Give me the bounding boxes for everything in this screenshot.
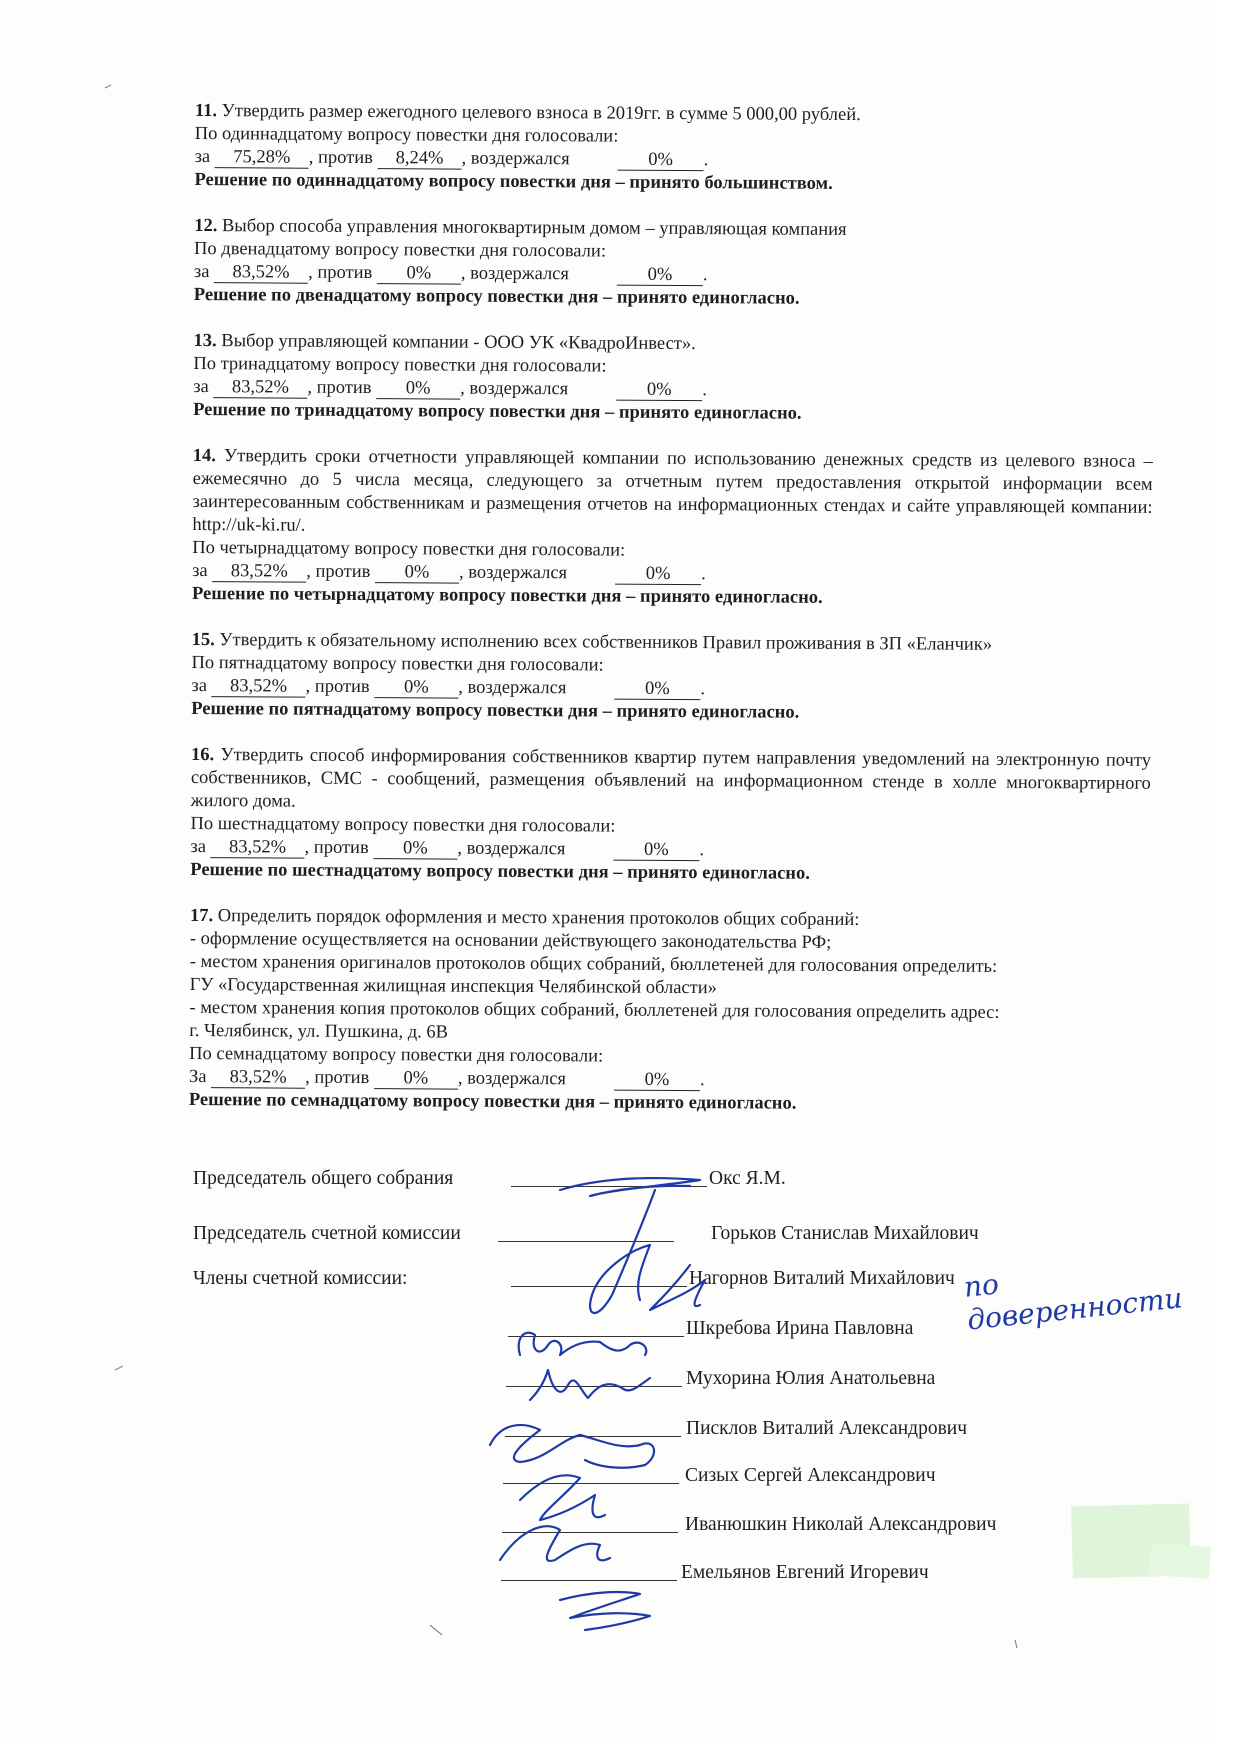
za-label: За — [188, 1066, 207, 1088]
chair-label: Председатель общего собрания — [193, 1168, 454, 1189]
abst-label: , воздержался — [460, 378, 569, 400]
za-value: 83,52% — [211, 837, 305, 859]
za-label: за — [193, 261, 210, 283]
protiv-label: , против — [305, 1067, 370, 1089]
voted-intro: По семнадцатому вопросу повестки дня голосовали: — [189, 1043, 604, 1067]
vote-line: за 83,52% , против 0% , воздержался 0% . — [193, 376, 707, 401]
question-number: 17. — [189, 905, 214, 927]
member-name: Писклов Виталий Александрович — [686, 1418, 968, 1439]
sub-line: ГУ «Государственная жилищная инспекция Челябинской области» — [189, 974, 717, 999]
voted-intro: По одиннадцатому вопросу повестки дня голосовали: — [194, 123, 619, 147]
protiv-value: 0% — [377, 263, 461, 285]
question-body: Выбор управляющей компании - ООО УК «КвадроИнвест». — [221, 331, 696, 355]
speck — [1015, 1640, 1017, 1648]
abst-value: 0% — [614, 679, 700, 701]
abst-label: , воздержался — [457, 838, 566, 860]
member-name: Иванюшкин Николай Александрович — [685, 1514, 997, 1535]
decision-text: Решение по четырнадцатому вопросу повестки дня – принято единогласно. — [191, 583, 823, 608]
vote-line: За 83,52% , против 0% , воздержался 0% . — [188, 1066, 705, 1091]
sub-line: - местом хранения оригиналов протоколов общих собраний, бюллетеней для голосования определить: — [189, 951, 998, 977]
za-label: за — [190, 836, 207, 858]
za-label: за — [192, 560, 208, 582]
za-label: за — [193, 376, 209, 398]
handwritten-note: по доверенности — [962, 1267, 1184, 1337]
question-number: 12. — [194, 215, 218, 237]
protiv-label: , против — [308, 147, 374, 169]
protiv-value: 0% — [375, 562, 459, 584]
za-value: 83,52% — [211, 1067, 305, 1089]
za-value: 83,52% — [213, 377, 307, 399]
counting-chair-label: Председатель счетной комиссии — [193, 1223, 461, 1244]
voted-intro: По четырнадцатому вопросу повестки дня голосовали: — [192, 537, 626, 561]
decision-text: Решение по пятнадцатому вопросу повестки дня – принято единогласно. — [191, 698, 800, 723]
voted-intro: По пятнадцатому вопросу повестки дня голосовали: — [191, 652, 604, 676]
abst-value: 0% — [618, 150, 704, 172]
abst-label: , воздержался — [460, 263, 570, 285]
abst-label: , воздержался — [457, 1068, 567, 1090]
protiv-label: , против — [305, 676, 370, 698]
sub-line: г. Челябинск, ул. Пушкина, д. 6В — [189, 1020, 449, 1043]
za-label: за — [191, 675, 208, 697]
abst-value: 0% — [616, 380, 702, 402]
vote-line: за 75,28% , против 8,24% , воздержался 0% . — [194, 146, 709, 171]
protiv-label: , против — [306, 561, 371, 583]
question-number: 15. — [191, 629, 215, 651]
question-number: 13. — [193, 330, 217, 352]
protiv-label: , против — [304, 837, 369, 859]
abst-value: 0% — [615, 564, 701, 586]
protiv-value: 0% — [373, 838, 457, 860]
za-value: 75,28% — [215, 147, 309, 169]
abst-label: , воздержался — [458, 677, 567, 699]
question-number: 14. — [192, 445, 217, 467]
member-name: Шкребова Ирина Павловна — [686, 1318, 914, 1339]
sub-line: - оформление осуществляется на основании действующего законодательства РФ; — [189, 928, 832, 953]
decision-text: Решение по шестнадцатому вопросу повестки дня – принято единогласно. — [190, 859, 810, 884]
member-name: Нагорнов Виталий Михайлович — [689, 1268, 955, 1289]
abst-value: 0% — [613, 840, 699, 862]
question-number: 16. — [190, 744, 215, 766]
abst-value: 0% — [617, 265, 703, 287]
member-name: Сизых Сергей Александрович — [685, 1465, 936, 1486]
vote-line: за 83,52% , против 0% , воздержался 0% . — [190, 836, 705, 861]
question-body: Утвердить размер ежегодного целевого взноса в 2019гг. в сумме 5 000,00 рублей. — [221, 101, 861, 126]
vote-line: за 83,52% , против 0% , воздержался 0% . — [192, 560, 706, 585]
protiv-label: , против — [307, 377, 372, 399]
voted-intro: По тринадцатому вопросу повестки дня голосовали: — [193, 353, 607, 377]
abst-label: , воздержался — [458, 562, 568, 584]
member-name: Мухорина Юлия Анатольевна — [686, 1368, 936, 1389]
sub-line: - местом хранения копия протоколов общих собраний, бюллетеней для голосования определить адрес: — [189, 997, 1000, 1023]
protiv-value: 0% — [374, 677, 458, 699]
question-body: Утвердить сроки отчетности управляющей компании по использованию денежных средств из целевого взноса – ежемесячно до 5 числа месяца, следующего за отчетным путем предоставления открытой информации всем заинтересованным собственникам и размещения отчетов на информационных стендах и сайте управляющей компании: http://uk-ki.ru/. — [192, 446, 1153, 536]
speck — [115, 1366, 123, 1370]
counting-chair-name: Горьков Станислав Михайлович — [711, 1223, 979, 1244]
protiv-label: , против — [308, 262, 373, 284]
vote-line: за 83,52% , против 0% , воздержался 0% . — [191, 675, 706, 700]
decision-text: Решение по тринадцатому вопросу повестки дня – принято единогласно. — [193, 399, 802, 424]
members-label: Члены счетной комиссии: — [193, 1268, 408, 1289]
za-value: 83,52% — [212, 676, 306, 698]
question-body: Определить порядок оформления и место хранения протоколов общих собраний: — [217, 906, 860, 931]
member-name: Емельянов Евгений Игоревич — [681, 1562, 929, 1583]
protiv-value: 0% — [376, 378, 460, 400]
decision-text: Решение по семнадцатому вопросу повестки дня – принято единогласно. — [188, 1089, 797, 1114]
voted-intro: По двенадцатому вопросу повестки дня голосовали: — [194, 238, 607, 262]
speck — [430, 1625, 442, 1635]
question-number: 11. — [194, 100, 218, 122]
vote-line: за 83,52% , против 0% , воздержался 0% . — [193, 261, 708, 286]
voted-intro: По шестнадцатому вопросу повестки дня голосовали: — [190, 813, 616, 837]
decision-text: Решение по двенадцатому вопросу повестки дня – принято единогласно. — [193, 284, 800, 309]
abst-label: , воздержался — [461, 148, 570, 170]
za-value: 83,52% — [212, 561, 306, 583]
abst-value: 0% — [614, 1070, 700, 1092]
question-body: Утвердить к обязательному исполнению всех собственников Правил проживания в ЗП «Еланчик» — [219, 630, 993, 655]
chair-name: Окс Я.М. — [709, 1168, 786, 1189]
protiv-value: 8,24% — [378, 148, 462, 170]
question-body: Выбор способа управления многоквартирным домом – управляющая компания — [221, 216, 847, 240]
za-value: 83,52% — [214, 262, 308, 284]
decision-text: Решение по одиннадцатому вопросу повестки дня – принято большинством. — [194, 169, 833, 194]
za-label: за — [194, 146, 211, 168]
question-body: Утвердить способ информирования собственников квартир путем направления уведомлений на электронную почту собственников, СМС - сообщений, размещения объявлений на информационном стенде в холле многоквартирного жилого дома. — [190, 745, 1152, 812]
speck — [105, 85, 111, 88]
protiv-value: 0% — [374, 1068, 458, 1090]
